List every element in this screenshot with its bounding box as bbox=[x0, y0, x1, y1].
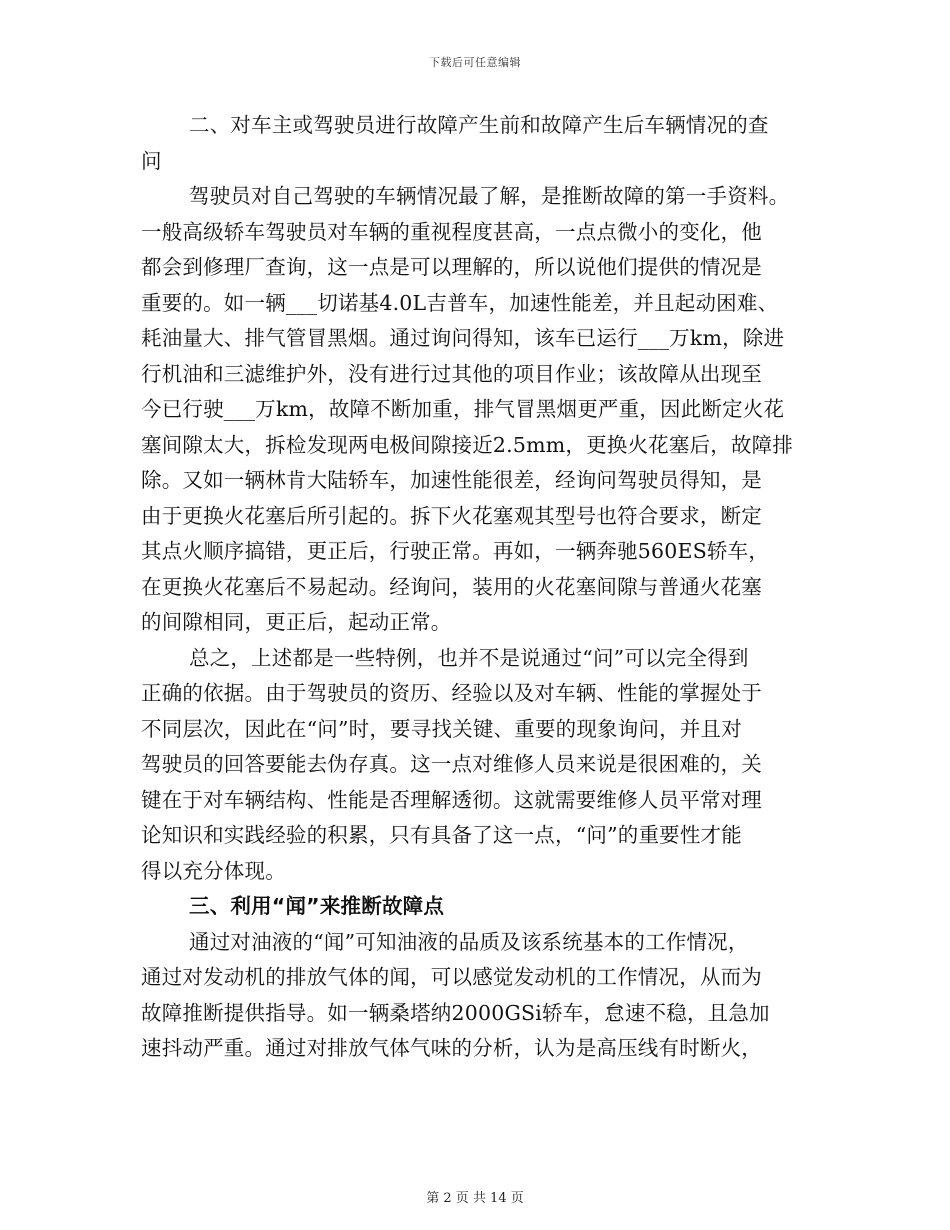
page-footer: 第 2 页 共 14 页 bbox=[426, 1191, 524, 1206]
text-line: 二、对车主或驾驶员进行故障产生前和故障产生后车辆情况的查 bbox=[189, 113, 769, 137]
text-line: 问 bbox=[141, 148, 162, 173]
text-line: 除。又如一辆林肯大陆轿车，加速性能很差，经询问驾驶员得知，是 bbox=[141, 468, 762, 492]
text-line: 驾驶员的回答要能去伪存真。这一点对维修人员来说是很困难的，关 bbox=[141, 752, 762, 776]
text-line: 驾驶员对自己驾驶的车辆情况最了解，是推断故障的第一手资料。 bbox=[189, 184, 790, 208]
page-header: 下载后可任意编辑 bbox=[429, 56, 521, 69]
text-line: 塞间隙太大，拆检发现两电极间隙接近2.5mm，更换火花塞后，故障排 bbox=[141, 432, 794, 457]
text-line: 故障推断提供指导。如一辆桑塔纳2000GSi轿车，怠速不稳，且急加 bbox=[141, 1000, 770, 1025]
text-line: 不同层次，因此在“问”时，要寻找关键、重要的现象询问，并且对 bbox=[141, 716, 742, 741]
text-line: 论知识和实践经验的积累，只有具备了这一点，“问”的重要性才能 bbox=[141, 823, 742, 847]
text-line: 正确的依据。由于驾驶员的资历、经验以及对车辆、性能的掌握处于 bbox=[141, 681, 762, 705]
text-line: 键在于对车辆结构、性能是否理解透彻。这就需要维修人员平常对理 bbox=[141, 787, 762, 812]
text-line: 行机油和三滤维护外，没有进行过其他的项目作业；该故障从出现至 bbox=[141, 361, 762, 386]
section-heading: 三、利用“闻”来推断故障点 bbox=[189, 894, 445, 918]
text-line: 由于更换火花塞后所引起的。拆下火花塞观其型号也符合要求，断定 bbox=[141, 503, 762, 528]
document-body bbox=[141, 108, 809, 1067]
text-line: 总之，上述都是一些特例，也并不是说通过“问”可以完全得到 bbox=[189, 645, 749, 670]
text-line: 其点火顺序搞错，更正后，行驶正常。再如，一辆奔驰560ES轿车， bbox=[141, 539, 770, 563]
text-line: 重要的。如一辆___切诺基4.0L吉普车，加速性能差，并且起动困难、 bbox=[141, 290, 779, 315]
text-line: 速抖动严重。通过对排放气体气味的分析，认为是高压线有时断火， bbox=[141, 1036, 762, 1060]
text-line: 得以充分体现。 bbox=[141, 858, 286, 883]
text-line: 通过对油液的“闻”可知油液的品质及该系统基本的工作情况， bbox=[189, 929, 749, 954]
text-line: 的间隙相同，更正后，起动正常。 bbox=[141, 610, 452, 634]
text-line: 耗油量大、排气管冒黑烟。通过询问得知，该车已运行___万km，除进 bbox=[141, 326, 785, 350]
text-line: 都会到修理厂查询，这一点是可以理解的，所以说他们提供的情况是 bbox=[141, 255, 762, 279]
text-line: 今已行驶___万km，故障不断加重，排气冒黑烟更严重，因此断定火花 bbox=[141, 397, 785, 421]
text-line: 一般高级轿车驾驶员对车辆的重视程度甚高，一点点微小的变化，他 bbox=[141, 219, 762, 244]
text-line: 在更换火花塞后不易起动。经询问，装用的火花塞间隙与普通火花塞 bbox=[141, 574, 762, 599]
text-line: 通过对发动机的排放气体的闻，可以感觉发动机的工作情况，从而为 bbox=[141, 965, 762, 989]
